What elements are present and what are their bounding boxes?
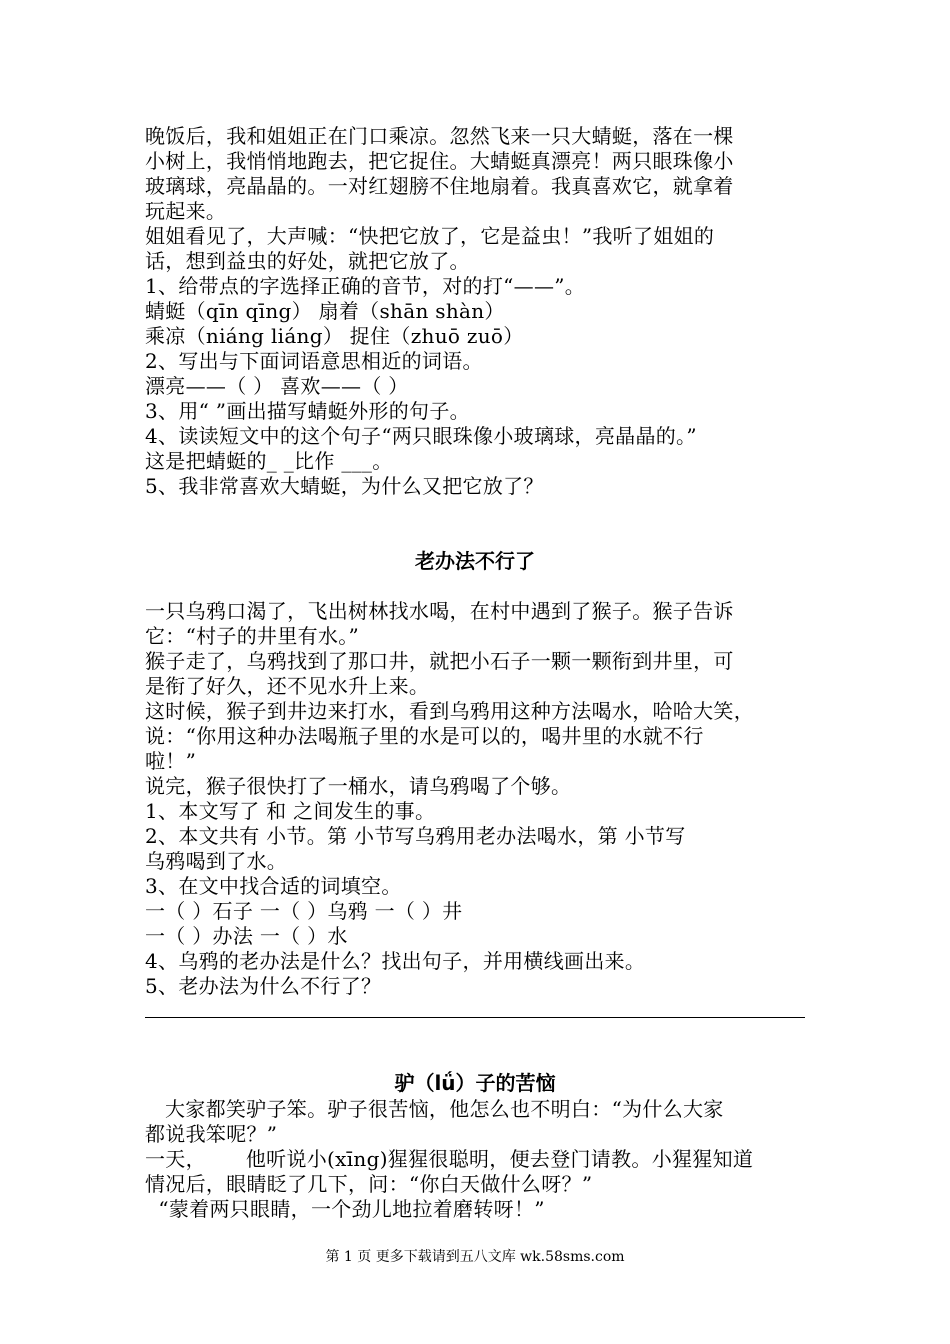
question-line: 4、乌鸦的老办法是什么？找出句子，并用横线画出来。: [145, 949, 646, 973]
paragraph-line: 情况后，眼睛眨了几下，问：“你白天做什么呀？”: [145, 1172, 593, 1196]
page-footer: 第 1 页 更多下载请到五八文库 wk.58sms.com: [325, 1249, 625, 1265]
paragraph-line: 话，想到益虫的好处，就把它放了。: [145, 249, 470, 273]
paragraph-line: 姐姐看见了，大声喊：“快把它放了，它是益虫！”我听了姐姐的: [145, 224, 715, 248]
paragraph-line: 玻璃球，亮晶晶的。一对红翅膀不住地扇着。我真喜欢它，就拿着: [145, 174, 734, 198]
paragraph-line: 玩起来。: [145, 199, 227, 223]
section-title: 老办法不行了: [415, 549, 535, 573]
paragraph-line: “蒙着两只眼睛，一个劲儿地拉着磨转呀！”: [145, 1197, 545, 1221]
paragraph-line: 大家都笑驴子笨。驴子很苦恼，他怎么也不明白：“为什么大家: [145, 1097, 724, 1121]
divider-line: [145, 1017, 805, 1018]
section-title: 驴（lǘ）子的苦恼: [394, 1071, 556, 1095]
question-line: 一（ ）办法 一（ ）水: [145, 924, 348, 948]
paragraph-line: 它：“村子的井里有水。”: [145, 624, 360, 648]
question-line: 乌鸦喝到了水。: [145, 849, 288, 873]
question-line: 2、写出与下面词语意思相近的词语。: [145, 349, 483, 373]
question-line: 蜻蜓（qīn qīng） 扇着（shān shàn）: [145, 299, 505, 323]
question-line: 5、我非常喜欢大蜻蜓，为什么又把它放了？: [145, 474, 544, 498]
question-line: 1、给带点的字选择正确的音节，对的打“——”。: [145, 274, 586, 298]
paragraph-line: 晚饭后，我和姐姐正在门口乘凉。忽然飞来一只大蜻蜓，落在一棵: [145, 124, 734, 148]
paragraph-line: 是衔了好久，还不见水升上来。: [145, 674, 430, 698]
question-line: 漂亮——（ ） 喜欢——（ ）: [145, 374, 409, 398]
paragraph-line: 都说我笨呢？”: [145, 1122, 278, 1146]
paragraph-line: 说完，猴子很快打了一桶水，请乌鸦喝了个够。: [145, 774, 572, 798]
paragraph-line: 说：“你用这种办法喝瓶子里的水是可以的，喝井里的水就不行: [145, 724, 704, 748]
question-line: 乘凉（niáng liáng） 捉住（zhuō zuō）: [145, 324, 524, 348]
question-line: 一（ ）石子 一（ ）乌鸦 一（ ）井: [145, 899, 463, 923]
question-line: 这是把蜻蜓的_ _比作 ___。: [145, 449, 393, 473]
paragraph-line: 小树上，我悄悄地跑去，把它捉住。大蜻蜓真漂亮！两只眼珠像小: [145, 149, 734, 173]
question-line: 5、老办法为什么不行了？: [145, 974, 382, 998]
paragraph-line: 这时候，猴子到井边来打水，看到乌鸦用这种方法喝水，哈哈大笑，: [145, 699, 754, 723]
paragraph-line: 猴子走了，乌鸦找到了那口井，就把小石子一颗一颗衔到井里，可: [145, 649, 734, 673]
question-line: 2、本文共有 小节。第 小节写乌鸦用老办法喝水，第 小节写: [145, 824, 686, 848]
paragraph-line: 一天， 他听说小(xīng)猩猩很聪明，便去登门请教。小猩猩知道: [145, 1147, 754, 1171]
paragraph-line: 一只乌鸦口渴了，飞出树林找水喝，在村中遇到了猴子。猴子告诉: [145, 599, 734, 623]
paragraph-line: 啦！”: [145, 749, 197, 773]
question-line: 4、读读短文中的这个句子“两只眼珠像小玻璃球，亮晶晶的。”: [145, 424, 697, 448]
question-line: 3、在文中找合适的词填空。: [145, 874, 402, 898]
question-line: 3、用“ ”画出描写蜻蜓外形的句子。: [145, 399, 470, 423]
question-line: 1、本文写了 和 之间发生的事。: [145, 799, 436, 823]
